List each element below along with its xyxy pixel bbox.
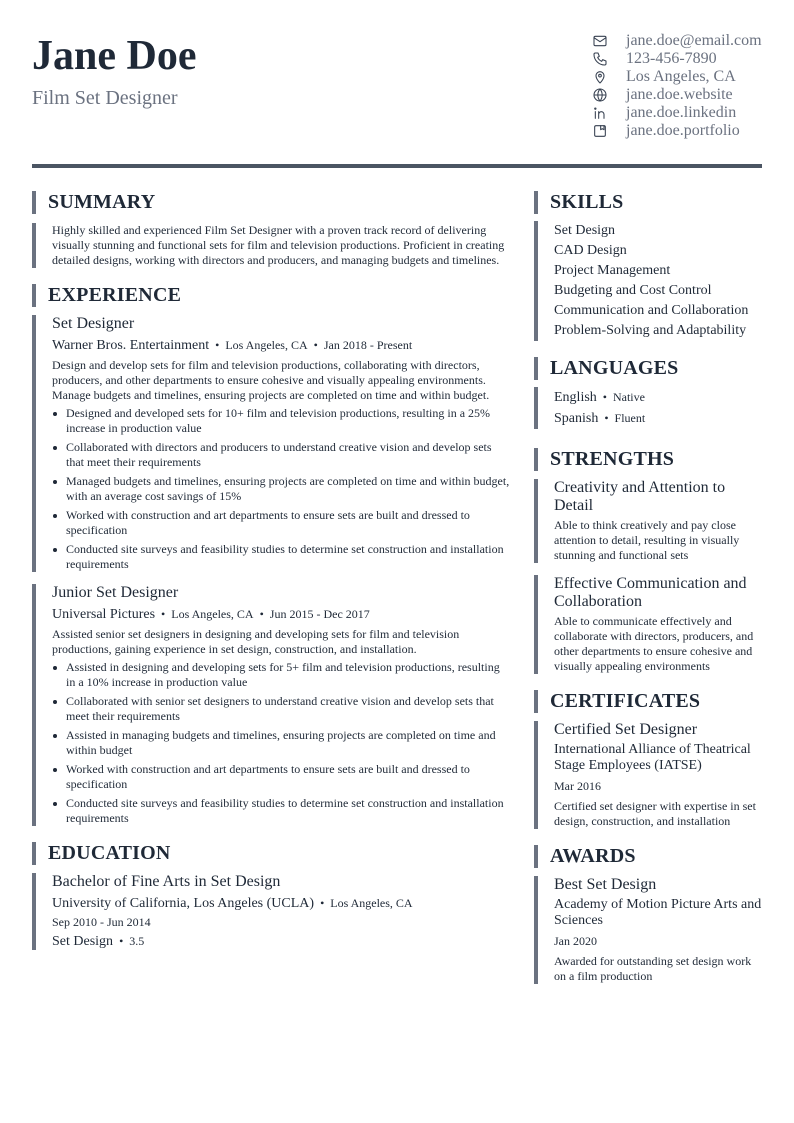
language-item <box>554 408 762 429</box>
contact-email-text: jane.doe@email.com <box>626 32 762 49</box>
certificate-issuer: International Alliance of Theatrical Stage Employees (IATSE) <box>554 742 751 773</box>
contact-portfolio[interactable] <box>592 122 782 140</box>
education-gpa: 3.5 <box>129 934 145 948</box>
award-name: Best Set Design <box>554 876 657 893</box>
language-level: Native <box>612 390 645 404</box>
language-name: English <box>554 390 597 405</box>
education-entry <box>32 873 510 950</box>
right-column <box>534 191 762 984</box>
education-degree: Bachelor of Fine Arts in Set Design <box>52 873 281 890</box>
contact-website[interactable] <box>592 86 782 104</box>
contact-linkedin-text: jane.doe.linkedin <box>626 104 737 121</box>
certificate-entry <box>534 721 762 829</box>
summary-body <box>32 223 510 268</box>
separator-dot: • <box>259 607 264 621</box>
portfolio-icon <box>592 122 612 140</box>
certificate-name: Certified Set Designer <box>554 721 698 738</box>
job-bullets <box>52 660 510 826</box>
job-dates: Jun 2015 - Dec 2017 <box>269 607 370 621</box>
job-title: Set Designer <box>52 315 135 332</box>
separator-dot: • <box>602 390 607 404</box>
skill-item: Budgeting and Cost Control <box>554 283 712 298</box>
certificate-text: Certified set designer with expertise in set design, construction, and installation <box>554 799 756 828</box>
education-field-meta <box>52 933 510 950</box>
experience-heading: EXPERIENCE <box>32 284 510 307</box>
languages-list <box>534 387 762 429</box>
linkedin-icon <box>592 104 612 122</box>
list-item: Collaborated with senior set designers to understand creative vision and develop sets that meet their requirements <box>52 694 510 724</box>
strength-entry <box>534 479 762 563</box>
summary-text: Highly skilled and experienced Film Set Designer with a proven track record of delivering visually stunning and functional sets for film and television productions. Proficient in creating detailed designs, working with directors and producers, and managing budgets and timelines. <box>52 223 505 267</box>
language-level: Fluent <box>614 411 646 425</box>
award-date: Jan 2020 <box>554 934 597 948</box>
job-dates: Jan 2018 - Present <box>323 338 413 352</box>
strength-title: Creativity and Attention to Detail <box>554 479 726 514</box>
candidate-role: Film Set Designer <box>32 87 178 109</box>
award-entry <box>534 876 762 984</box>
skill-item: Communication and Collaboration <box>554 303 749 318</box>
contact-phone[interactable] <box>592 50 782 68</box>
list-item: Designed and developed sets for 10+ film and television productions, resulting in a 25% increase in production value <box>52 406 510 436</box>
job-bullets <box>52 406 510 572</box>
separator-dot: • <box>215 338 220 352</box>
list-item: Managed budgets and timelines, ensuring projects are completed on time and within budget, with an average cost savings of 15% <box>52 474 510 504</box>
header-divider <box>32 164 762 168</box>
globe-icon <box>592 86 612 104</box>
job-entry <box>32 584 510 826</box>
list-item: Conducted site surveys and feasibility studies to determine set construction and installation requirements <box>52 542 510 572</box>
list-item: Worked with construction and art departments to ensure sets are built and dressed to specification <box>52 508 510 538</box>
education-meta <box>52 895 510 912</box>
job-company: Universal Pictures <box>52 607 156 622</box>
separator-dot: • <box>313 338 318 352</box>
skills-list <box>534 221 762 341</box>
education-dates: Sep 2010 - Jun 2014 <box>52 915 151 929</box>
job-location: Los Angeles, CA <box>225 338 308 352</box>
left-column <box>32 191 510 950</box>
contact-list <box>592 32 782 140</box>
education-location: Los Angeles, CA <box>330 896 413 910</box>
separator-dot: • <box>161 607 166 621</box>
strengths-heading: STRENGTHS <box>534 448 762 471</box>
skill-item: Project Management <box>554 263 671 278</box>
education-school: University of California, Los Angeles (UCLA) <box>52 896 315 911</box>
award-text: Awarded for outstanding set design work on a film production <box>554 954 752 983</box>
job-company: Warner Bros. Entertainment <box>52 338 210 353</box>
separator-dot: • <box>119 934 124 948</box>
language-item <box>554 387 762 408</box>
award-issuer: Academy of Motion Picture Arts and Sciences <box>554 897 762 928</box>
languages-heading: LANGUAGES <box>534 357 762 380</box>
strength-entry <box>534 575 762 674</box>
skill-item: CAD Design <box>554 243 627 258</box>
list-item: Assisted in designing and developing sets for 5+ film and television productions, resulting in a 10% increase in production value <box>52 660 510 690</box>
job-description: Design and develop sets for film and television productions, collaborating with directors, producers, and other departments to ensure cohesive and visually appealing environments. Manage budgets and timelines, ensuring projects are completed on time and within budget. <box>52 358 490 402</box>
list-item: Conducted site surveys and feasibility studies to determine set construction and installation requirements <box>52 796 510 826</box>
strength-text: Able to communicate effectively and collaborate with directors, producers, and other departments to ensure cohesive and visually appealing environments <box>554 614 754 673</box>
contact-linkedin[interactable] <box>592 104 782 122</box>
job-description: Assisted senior set designers in designing and developing sets for film and television productions, gaining experience in set design, construction, and installation. <box>52 627 460 656</box>
list-item: Collaborated with directors and producers to understand creative vision and develop sets that meet their requirements <box>52 440 510 470</box>
language-name: Spanish <box>554 411 599 426</box>
awards-heading: AWARDS <box>534 845 762 868</box>
contact-email[interactable] <box>592 32 782 50</box>
contact-phone-text: 123-456-7890 <box>626 50 717 67</box>
certificate-date: Mar 2016 <box>554 779 601 793</box>
education-field: Set Design <box>52 934 114 949</box>
job-meta <box>52 606 510 623</box>
strength-title: Effective Communication and Collaboration <box>554 575 747 610</box>
mail-icon <box>592 32 612 50</box>
list-item: Assisted in managing budgets and timelines, ensuring projects are completed on time and within budget <box>52 728 510 758</box>
list-item: Worked with construction and art departments to ensure sets are built and dressed to specification <box>52 762 510 792</box>
contact-website-text: jane.doe.website <box>626 86 733 103</box>
summary-heading: SUMMARY <box>32 191 510 214</box>
candidate-name: Jane Doe <box>32 33 197 79</box>
skills-heading: SKILLS <box>534 191 762 214</box>
job-entry <box>32 315 510 572</box>
contact-location-text: Los Angeles, CA <box>626 68 736 85</box>
job-location: Los Angeles, CA <box>171 607 254 621</box>
skill-item: Set Design <box>554 223 616 238</box>
skill-item: Problem-Solving and Adaptability <box>554 323 747 338</box>
contact-location <box>592 68 782 86</box>
separator-dot: • <box>604 411 609 425</box>
job-title: Junior Set Designer <box>52 584 179 601</box>
certificates-heading: CERTIFICATES <box>534 690 762 713</box>
separator-dot: • <box>320 896 325 910</box>
job-meta <box>52 337 510 354</box>
contact-portfolio-text: jane.doe.portfolio <box>626 122 740 139</box>
strength-text: Able to think creatively and pay close attention to detail, resulting in visually stunning and functional sets <box>554 518 740 562</box>
location-pin-icon <box>592 68 612 86</box>
education-heading: EDUCATION <box>32 842 510 865</box>
phone-icon <box>592 50 612 68</box>
